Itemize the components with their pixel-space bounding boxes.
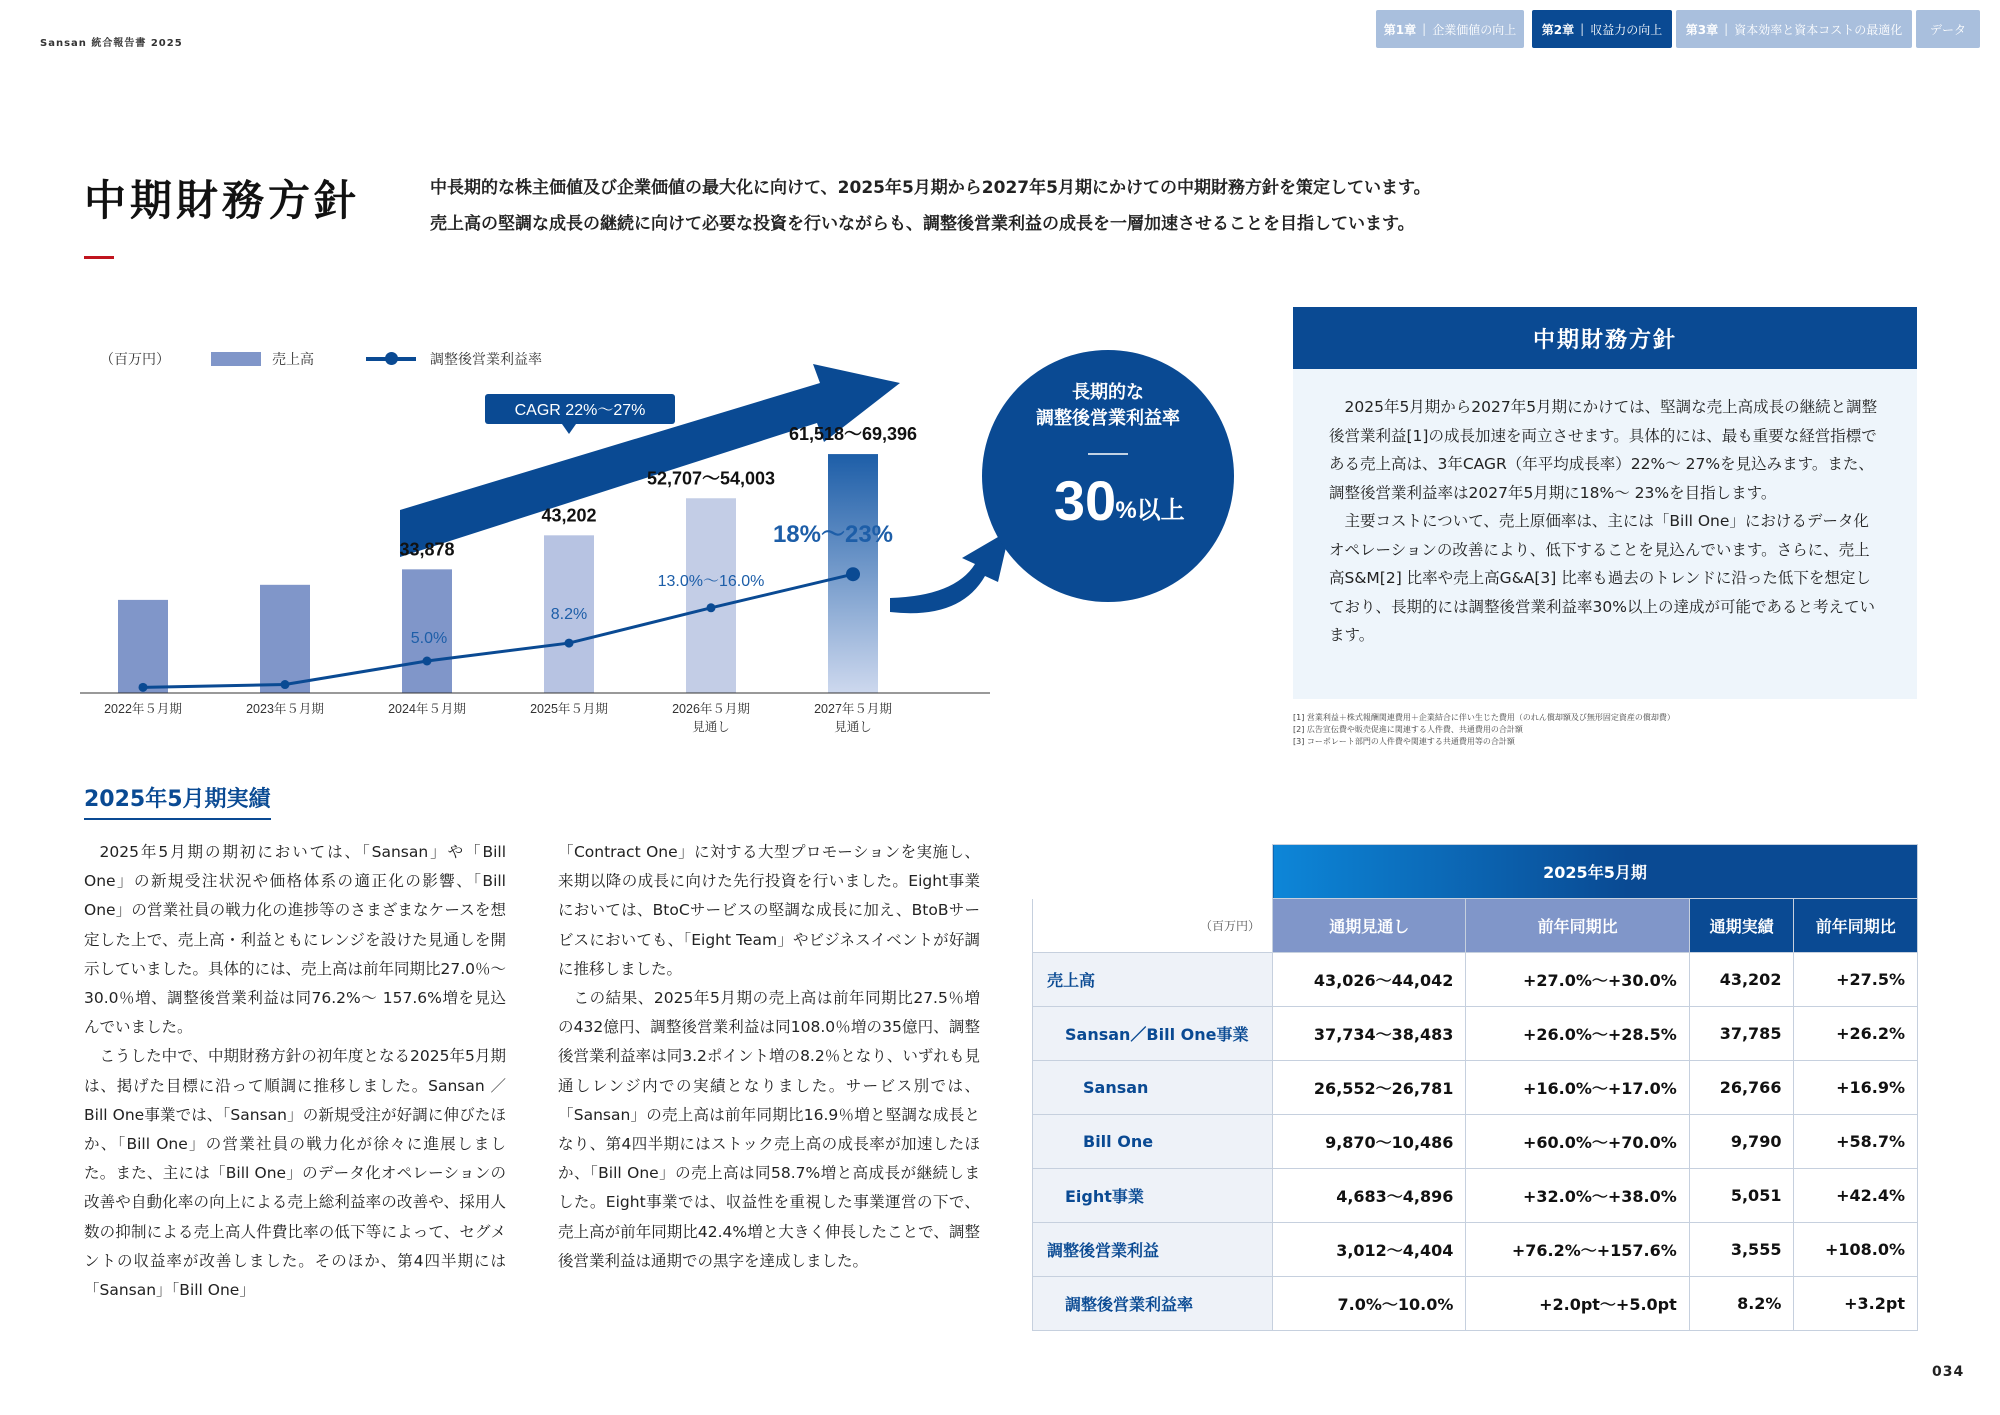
margin-data-label: 18%〜23% — [772, 521, 894, 549]
table-cell: +26.0%〜+28.5% — [1466, 1007, 1689, 1061]
table-header-forecast: 通期見通し — [1273, 899, 1466, 953]
revenue-data-label: 52,707〜54,003 — [646, 468, 776, 489]
table-row — [1033, 953, 1918, 1007]
chapter-tab-separator: | — [1724, 22, 1729, 36]
table-row — [1033, 1115, 1918, 1169]
circle-heading: 長期的な — [1072, 382, 1144, 402]
table-header-actual-yoy: 前年同期比 — [1794, 899, 1918, 953]
table-row — [1033, 1061, 1918, 1115]
x-tick-label: 見通し — [834, 720, 872, 734]
intro-line-2: 売上高の堅調な成長の継続に向けて必要な投資を行いながらも、調整後営業利益の成長を一層加速させることを目指しています。 — [430, 214, 1415, 234]
results-col1-paragraph-2: こうした中で、中期財務方針の初年度となる2025年5月期は、掲げた目標に沿って順調に推移しました。Sansan ／ Bill One事業では、「Sansan」の新規受注が好調に伸びたほか、「Bill One」の営業社員の戦力化が徐々に進展しました。また、主には「Bill One」のデータ化オペレーションの改善や自動化率の向上による売上総利益率の改善や、採用人数の抑制による売上高人件費比率の低下等によって、セグメントの収益率が改善しました。そのほか、第4四半期には「Sansan」「Bill One」 — [84, 1047, 506, 1300]
table-cell: 3,555 — [1689, 1223, 1794, 1277]
chart-unit-label: （百万円） — [100, 352, 170, 368]
circle-value: 30 — [1053, 469, 1117, 532]
table-row-label: Bill One — [1033, 1115, 1273, 1169]
policy-paragraph-1: 2025年5月期から2027年5月期にかけては、堅調な売上高成長の継続と調整後営業利益[1]の成長加速を両立させます。具体的には、最も重要な経営指標である売上高は、3年CAGR（年平均成長率）22%〜 27%を見込みます。また、調整後営業利益率は2027年5月期に18%〜 23%を目指します。 — [1329, 398, 1878, 502]
margin-data-label: 13.0%〜16.0% — [657, 572, 765, 590]
table-cell: +27.0%〜+30.0% — [1466, 953, 1689, 1007]
table-cell: 26,766 — [1689, 1061, 1794, 1115]
chapter-tab-number: 第1章 — [1383, 22, 1417, 37]
x-tick-label: 見通し — [692, 720, 730, 734]
footnote-2: [2] 広告宣伝費や販売促進に関連する人件費、共通費用の合計額 — [1293, 725, 1523, 734]
margin-point — [565, 639, 574, 648]
footnotes — [1293, 712, 1675, 748]
results-heading: 2025年5月期実績 — [84, 782, 271, 820]
table-cell: 8.2% — [1689, 1277, 1794, 1331]
policy-panel-body — [1293, 369, 1917, 699]
chapter-tab-separator: | — [1422, 22, 1427, 36]
table-cell: +76.2%〜+157.6% — [1466, 1223, 1689, 1277]
table-cell: 26,552〜26,781 — [1273, 1061, 1466, 1115]
table-cell: 9,870〜10,486 — [1273, 1115, 1466, 1169]
table-unit-label: （百万円） — [1033, 899, 1273, 953]
table-cell: 37,734〜38,483 — [1273, 1007, 1466, 1061]
cagr-label-pointer — [562, 424, 576, 434]
table-row-label: 調整後営業利益 — [1033, 1223, 1273, 1277]
policy-panel-title: 中期財務方針 — [1293, 307, 1917, 369]
margin-data-label: 5.0% — [410, 630, 448, 647]
chapter-tab-number: 第3章 — [1685, 22, 1719, 37]
chapter-tab-2[interactable] — [1532, 10, 1672, 48]
intro-line-1: 中長期的な株主価値及び企業価値の最大化に向けて、2025年5月期から2027年5月期にかけての中期財務方針を策定しています。 — [430, 178, 1431, 198]
table-row — [1033, 1277, 1918, 1331]
table-period-header: 2025年5月期 — [1273, 845, 1918, 899]
revenue-margin-chart — [80, 350, 1280, 750]
table-header-forecast-yoy: 前年同期比 — [1466, 899, 1689, 953]
document-title: Sansan 統合報告書 2025 — [40, 38, 183, 49]
revenue-data-label: 43,202 — [541, 505, 597, 526]
revenue-data-label: 33,878 — [399, 539, 455, 560]
circle-arrow — [890, 530, 1010, 613]
table-cell: +60.0%〜+70.0% — [1466, 1115, 1689, 1169]
margin-point — [846, 567, 860, 581]
table-row-label: 調整後営業利益率 — [1033, 1277, 1273, 1331]
table-header-actual: 通期実績 — [1689, 899, 1794, 953]
chapter-tab-4[interactable] — [1916, 10, 1980, 48]
table-cell: 43,202 — [1689, 953, 1794, 1007]
table-cell: +108.0% — [1794, 1223, 1918, 1277]
chapter-tab-label: 収益力の向上 — [1590, 22, 1663, 37]
cagr-label: CAGR 22%〜27% — [514, 402, 646, 419]
table-cell: +16.9% — [1794, 1061, 1918, 1115]
table-cell: +2.0pt〜+5.0pt — [1466, 1277, 1689, 1331]
results-table — [1032, 844, 1918, 1331]
revenue-bar — [118, 600, 168, 693]
legend-bar-label: 売上高 — [272, 352, 314, 368]
x-tick-label: 2026年５月期 — [672, 702, 750, 716]
table-cell: +26.2% — [1794, 1007, 1918, 1061]
table-cell: +42.4% — [1794, 1169, 1918, 1223]
results-column-2 — [558, 838, 980, 1276]
x-tick-label: 2023年５月期 — [246, 702, 324, 716]
page-title: 中期財務方針 — [84, 176, 361, 225]
table-cell: 9,790 — [1689, 1115, 1794, 1169]
revenue-bar — [686, 498, 736, 693]
margin-data-label: 8.2% — [550, 606, 588, 624]
table-cell: 4,683〜4,896 — [1273, 1169, 1466, 1223]
table-row-label: Sansan／Bill One事業 — [1033, 1007, 1273, 1061]
results-col2-paragraph-1: 「Contract One」に対する大型プロモーションを実施し、来期以降の成長に向けた先行投資を行いました。Eight事業においては、BtoCサービスの堅調な成長に加え、BtoBサービスにおいても、「Eight Team」やビジネスイベントが好調に推移しました。 — [558, 843, 980, 978]
table-cell: 3,012〜4,404 — [1273, 1223, 1466, 1277]
margin-point — [139, 683, 148, 692]
table-row-label: Sansan — [1033, 1061, 1273, 1115]
table-cell: +16.0%〜+17.0% — [1466, 1061, 1689, 1115]
table-row — [1033, 1007, 1918, 1061]
chapter-tab-number: 第2章 — [1541, 22, 1575, 37]
table-row-label: Eight事業 — [1033, 1169, 1273, 1223]
results-column-1 — [84, 838, 506, 1305]
results-col1-paragraph-1: 2025年5月期の期初においては、「Sansan」や「Bill One」の新規受注状況や価格体系の適正化の影響、「Bill One」の営業社員の戦力化の進捗等のさまざまなケースを想定した上で、売上高・利益ともにレンジを設けた見通しを開示していました。具体的には、売上高は前年同期比27.0％〜 30.0％増、調整後営業利益は同76.2%〜 157.6%増を見込んでいました。 — [84, 843, 507, 1037]
table-cell: +3.2pt — [1794, 1277, 1918, 1331]
table-cell: +58.7% — [1794, 1115, 1918, 1169]
footnote-3: [3] コーポレート部門の人件費や関連する共通費用等の合計額 — [1293, 737, 1515, 746]
table-cell: 43,026〜44,042 — [1273, 953, 1466, 1007]
circle-heading: 調整後営業利益率 — [1036, 408, 1180, 428]
table-cell: 5,051 — [1689, 1169, 1794, 1223]
policy-paragraph-2: 主要コストについて、売上原価率は、主には「Bill One」におけるデータ化オペレーションの改善により、低下することを見込んでいます。さらに、売上高S&M[2] 比率や売上高G&A[3] 比率も過去のトレンドに沿った低下を想定しており、長期的には調整後営業利益率30%以上の達成が可能であると考えています。 — [1329, 512, 1875, 644]
chapter-tab-3[interactable] — [1676, 10, 1912, 48]
table-cell: 37,785 — [1689, 1007, 1794, 1061]
x-tick-label: 2022年５月期 — [104, 702, 182, 716]
revenue-bar — [260, 585, 310, 693]
x-tick-label: 2024年５月期 — [388, 702, 466, 716]
table-cell: +32.0%〜+38.0% — [1466, 1169, 1689, 1223]
page-number: 034 — [1932, 1364, 1965, 1380]
margin-point — [281, 680, 290, 689]
footnote-1: [1] 営業利益＋株式報酬関連費用＋企業結合に伴い生じた費用（のれん償却額及び無形固定資産の償却費） — [1293, 713, 1675, 722]
margin-point — [423, 657, 432, 666]
x-tick-label: 2027年５月期 — [814, 702, 892, 716]
margin-point — [707, 603, 716, 612]
chapter-tab-label: 企業価値の向上 — [1432, 22, 1517, 37]
margin-line — [143, 574, 853, 687]
circle-suffix: %以上 — [1115, 497, 1185, 524]
x-tick-label: 2025年５月期 — [530, 702, 608, 716]
chapter-tab-1[interactable] — [1376, 10, 1524, 48]
table-cell: +27.5% — [1794, 953, 1918, 1007]
table-row — [1033, 1223, 1918, 1277]
chapter-tab-separator: | — [1580, 22, 1585, 36]
chapter-tab-label: 資本効率と資本コストの最適化 — [1734, 22, 1903, 37]
results-col2-paragraph-2: この結果、2025年5月期の売上高は前年同期比27.5％増の432億円、調整後営業利益は同108.0％増の35億円、調整後営業利益率は同3.2ポイント増の8.2％となり、いずれも見通しレンジ内での実績となりました。サービス別では、「Sansan」の売上高は前年同期比16.9％増と堅調な成長となり、第4四半期にはストック売上高の成長率が加速したほか、「Bill One」の売上高は同58.7%増と高成長が継続しました。Eight事業では、収益性を重視した事業運営の下で、売上高が前年同期比42.4%増と大きく伸長したことで、調整後営業利益は通期での黒字を達成しました。 — [558, 989, 980, 1270]
intro-text — [430, 170, 1431, 242]
revenue-data-label: 61,518〜69,396 — [788, 424, 918, 445]
table-row — [1033, 1169, 1918, 1223]
chapter-tab-label: データ — [1929, 22, 1966, 37]
legend-line-label: 調整後営業利益率 — [430, 352, 542, 368]
title-rule — [84, 256, 114, 259]
table-cell: 7.0%〜10.0% — [1273, 1277, 1466, 1331]
table-row-label: 売上高 — [1033, 953, 1273, 1007]
